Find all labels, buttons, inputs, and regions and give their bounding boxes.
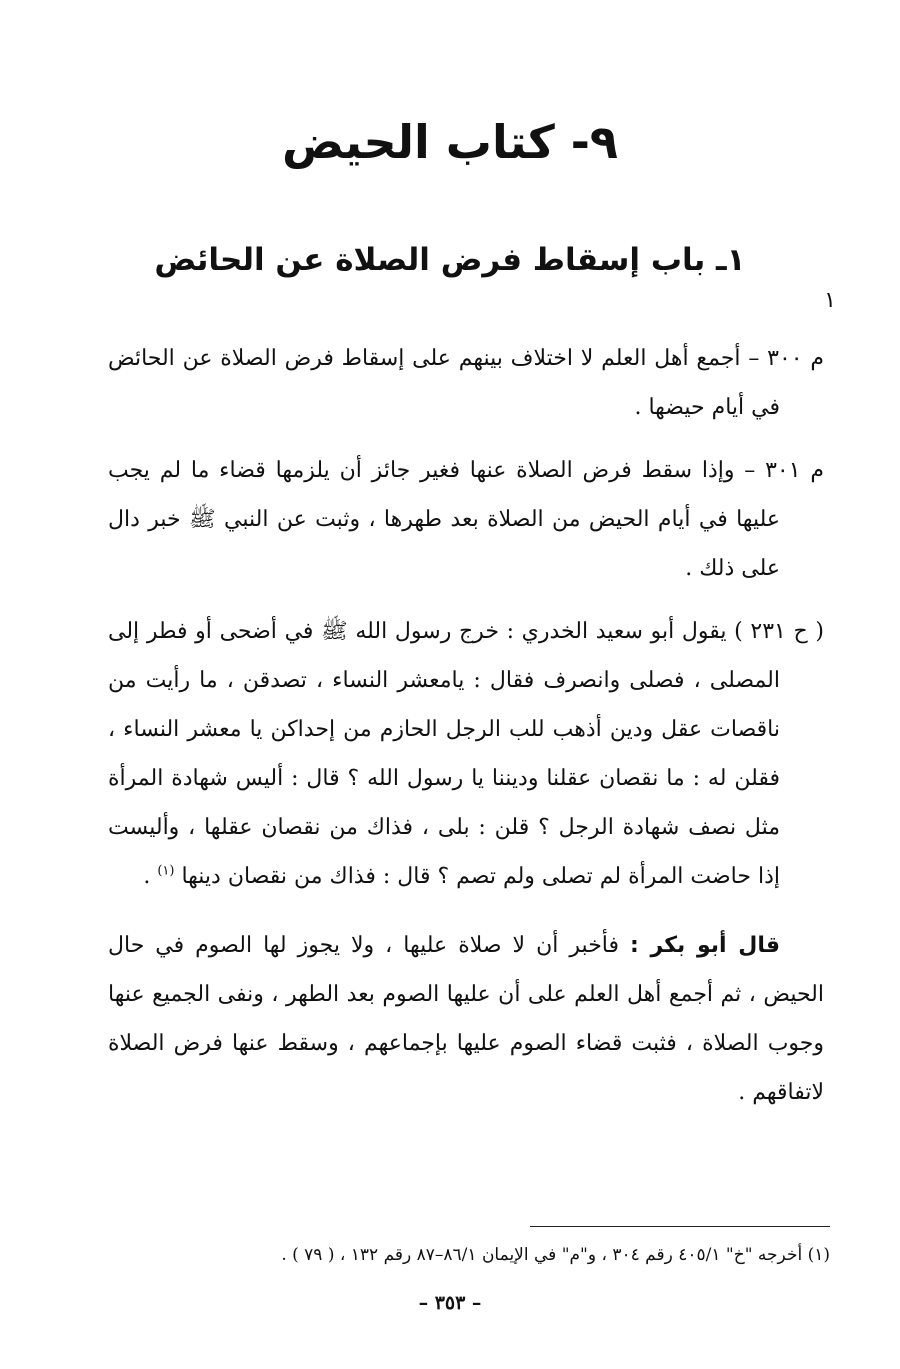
footnote-divider <box>530 1226 830 1227</box>
margin-note-number: ١ <box>824 288 836 313</box>
footnote-reference[interactable]: (١) <box>157 863 175 879</box>
footnote: (١) أخرجه "خ" ٤٠٥/١ رقم ٣٠٤ ، و"م" في الإيمان ٨٦/١–٨٧ رقم ١٣٢ ، ( ٧٩ ) . <box>281 1245 830 1265</box>
commentary-text: فأخبر أن لا صلاة عليها ، ولا يجوز لها الصوم في حال الحيض ، ثم أجمع أهل العلم على أن عليها الصوم بعد الطهر ، ونفى الجميع عنها وجوب الصلاة ، فثبت قضاء الصوم عليها بإجماعهم ، وسقط عنها فرض الصلاة لاتفاقهم . <box>108 933 824 1105</box>
entry-m301: م ٣٠١ – وإذا سقط فرض الصلاة عنها فغير جائز أن يلزمها قضاء ما لم يجب عليها في أيام الحيض من الصلاة بعد طهرها ، وثبت عن النبي ﷺ خبر دال على ذلك . <box>108 458 824 581</box>
page-number: – ٣٥٣ – <box>418 1292 482 1314</box>
hadith-tail: . <box>143 864 158 889</box>
entry-m300: م ٣٠٠ – أجمع أهل العلم لا اختلاف بينهم على إسقاط فرض الصلاة عن الحائض في أيام حيضها . <box>108 346 824 420</box>
hadith-text: ( ح ٢٣١ ) يقول أبو سعيد الخدري : خرج رسول الله ﷺ في أضحى أو فطر إلى المصلى ، فصلى وانصرف فقال : يامعشر النساء ، تصدقن ، ما رأيت من ناقصات عقل ودين أذهب للب الرجل الحازم من إحداكن يا معشر النساء ، فقلن له : ما نقصان عقلنا وديننا يا رسول الله ؟ قال : أليس شهادة المرأة مثل نصف شهادة الرجل ؟ قلن : بلى ، فذاك من نقصان عقلها ، وأليست إذا حاضت المرأة لم تصلى ولم تصم ؟ قال : فذاك من نقصان دينها <box>108 619 824 889</box>
book-title: ٩- كتاب الحيض <box>282 115 618 169</box>
main-text <box>108 334 824 1131</box>
hadith-231 <box>108 607 824 901</box>
chapter-title: ١ـ باب إسقاط فرض الصلاة عن الحائض <box>154 242 746 278</box>
commentary-speaker: قال أبو بكر : <box>630 933 780 958</box>
commentary-paragraph <box>108 921 824 1117</box>
